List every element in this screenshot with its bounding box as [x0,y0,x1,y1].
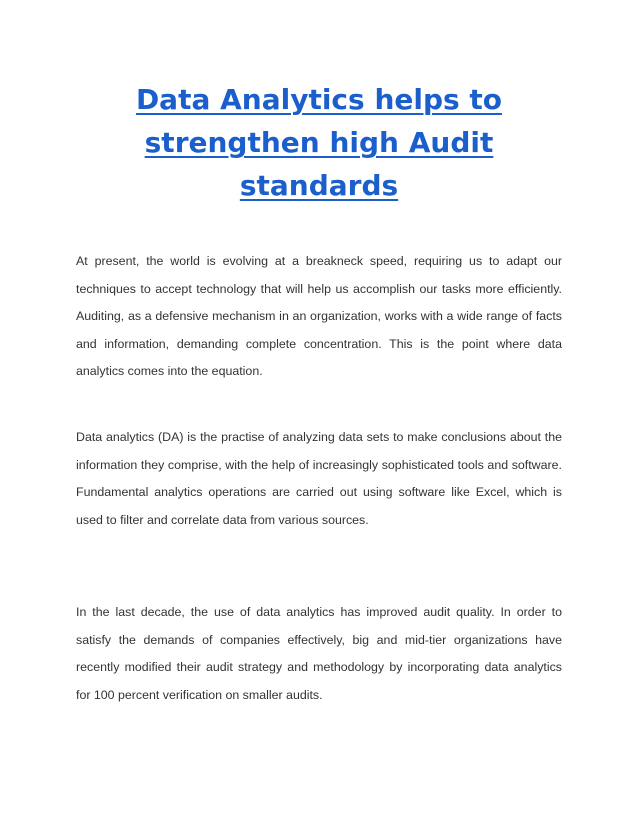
body-paragraph-3: In the last decade, the use of data analytics has improved audit quality. In order to satisfy the demands of companies effectively, big and mid-tier organizations have recently modified their audit strategy and methodology by incorporating data analytics for 100 percent verification on smaller audits. [76,605,562,702]
body-paragraph-1: At present, the world is evolving at a breakneck speed, requiring us to adapt our techniques to accept technology that will help us accomplish our tasks more efficiently. Auditing, as a defensive mechanism in an organization, works with a wide range of facts and information, demanding complete concentration. This is the point where data analytics comes into the equation. [76,254,562,378]
body-paragraph-2: Data analytics (DA) is the practise of analyzing data sets to make conclusions about the information they comprise, with the help of increasingly sophisticated tools and software. Fundamental analytics operations are carried out using software like Excel, which is used to filter and correlate data from various sources. [76,430,562,527]
document-title: Data Analytics helps to strengthen high Audit standards [135,83,503,202]
